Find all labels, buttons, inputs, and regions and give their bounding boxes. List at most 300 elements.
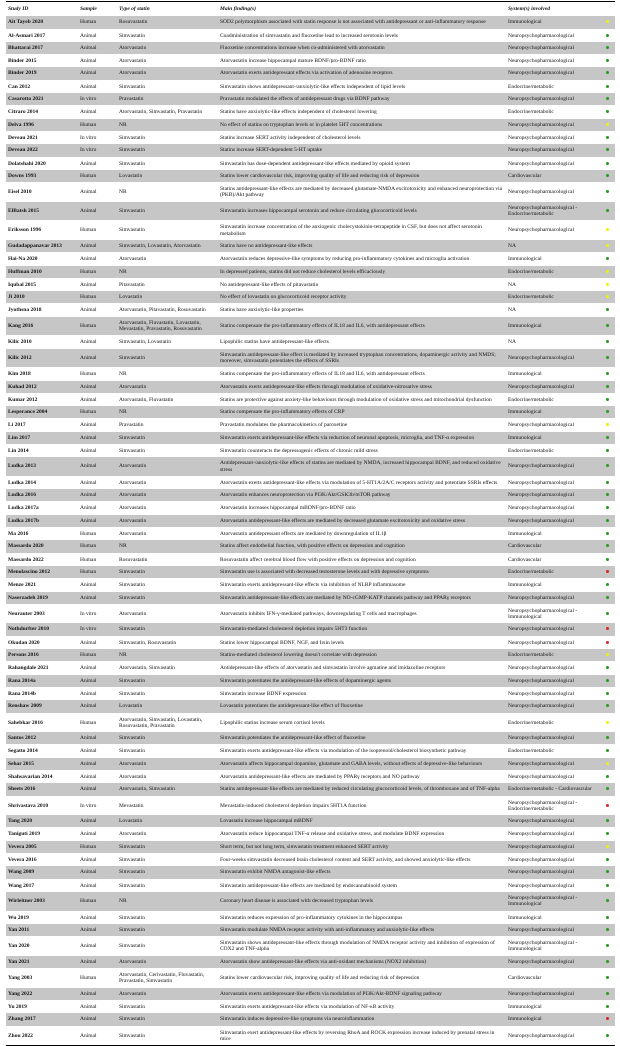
statin-type-cell: Simvastatin [117,1000,218,1013]
statin-type-cell: Atorvastatin, Simvastatin [117,662,218,675]
table-row [6,687,615,700]
system-involved-cell: Endocrine/metabolic [506,393,599,406]
system-involved-cell: Neuropsychopharmacological [506,29,599,42]
table-row [6,144,615,157]
study-id-cell: Downs 1993 [6,170,78,183]
study-id-cell: Ludka 2017a [6,502,78,515]
status-dot-icon-green [606,148,609,151]
system-involved-cell: Neuropsychopharmacological [506,55,599,68]
sample-cell: Human [78,566,117,579]
main-finding-cell: Simvastatin potentiates the antidepressant-like effect of fluoxetine [218,732,506,745]
system-involved-cell: NA [506,336,599,349]
table-row [6,336,615,349]
status-cell [599,956,615,969]
table-row [6,393,615,406]
sample-cell: Animal [78,393,117,406]
status-dot-icon-yellow [606,653,609,656]
main-finding-cell: Statins compensate the pro-inflammatory effects of CRP [218,406,506,419]
study-id-cell: Nothdurfter 2010 [6,623,78,636]
main-finding-cell: SOD2 polymorphism associated with statin response is not associated with antidepressant or anti-inflammatory response [218,16,506,29]
status-cell [599,553,615,566]
table-row [6,745,615,758]
main-finding-cell: Simvastatin has dose-dependent antidepressant-like effects mediated by opioid system [218,157,506,170]
study-id-cell: Kang 2016 [6,317,78,336]
sample-cell: Animal [78,278,117,291]
status-dot-icon-yellow [606,228,609,231]
status-dot-icon-green [606,736,609,739]
status-cell [599,854,615,867]
status-cell [599,93,615,106]
study-id-cell: Ji 2010 [6,291,78,304]
sample-cell: Animal [78,745,117,758]
status-dot-icon-green [606,596,609,599]
statin-type-cell: Atorvastatin [117,67,218,80]
status-dot-icon-green [606,960,609,963]
status-dot-icon-yellow [606,20,609,23]
study-id-cell: Wirleitner 2003 [6,892,78,911]
main-finding-cell: Lipophilic statins have antidepressant-like effects [218,336,506,349]
status-dot-icon-green [606,85,609,88]
system-involved-cell: Neuropsychopharmacological [506,662,599,675]
statin-type-cell: Pravastatin [117,419,218,432]
status-cell [599,221,615,240]
system-involved-cell: Neuropsychopharmacological [506,457,599,476]
status-dot-icon-green [606,162,609,165]
table-row [6,80,615,93]
statin-type-cell: NR [117,368,218,381]
sample-cell: Animal [78,879,117,892]
table-row [6,649,615,662]
table-row [6,381,615,394]
sample-cell: Animal [78,675,117,688]
table-row [6,553,615,566]
main-finding-cell: Statins increase SERT-dependent 5-HT uptake [218,144,506,157]
header-status [599,2,615,17]
table-row [6,592,615,605]
sample-cell: Animal [78,253,117,266]
study-id-cell: Vevera 2005 [6,841,78,854]
status-cell [599,937,615,956]
study-id-cell: Can 2012 [6,80,78,93]
main-finding-cell: Simvastatin increase BDNF expression [218,687,506,700]
sample-cell: Animal [78,815,117,828]
statin-type-cell: Atorvastatin [117,253,218,266]
status-dot-icon-green [606,372,609,375]
status-cell [599,368,615,381]
table-row [6,828,615,841]
table-row [6,566,615,579]
sample-cell: Animal [78,489,117,502]
system-involved-cell: Neuropsychopharmacological [506,687,599,700]
study-id-cell: Zhang 2017 [6,1013,78,1026]
status-dot-icon-green [606,787,609,790]
system-involved-cell: Immunological [506,368,599,381]
status-cell [599,796,615,815]
status-dot-icon-green [606,257,609,260]
main-finding-cell: Antidepressant-like effects of atorvastatin and simvastatin involve agmatine and imidazoline receptors [218,662,506,675]
main-finding-cell: Coronary heart disease is associated with decreased tryptophan levels [218,892,506,911]
statin-type-cell: Atorvastatin [117,381,218,394]
main-finding-cell: No effect of lovastatin on glucocorticoid receptor activity [218,291,506,304]
system-involved-cell: Neuropsychopharmacological [506,758,599,771]
status-dot-icon-green [606,1005,609,1008]
table-row [6,304,615,317]
status-cell [599,157,615,170]
header-main-findings: Main finding(s) [220,6,256,12]
status-cell [599,55,615,68]
statin-type-cell: Atorvastatin, Cerivastatin, Fluvastatin, Pravastatin, Simvastatin [117,969,218,988]
main-finding-cell: Simvastatin exert antidepressant-like effects by reversing RhoA and ROCK expression increase induced by prenatal stress in mice [218,1026,506,1046]
status-dot-icon-green [606,544,609,547]
main-finding-cell: Statins increase SERT activity independent of cholesterol levels [218,131,506,144]
status-cell [599,592,615,605]
statin-type-cell: Pravastatin [117,93,218,106]
status-dot-icon-yellow [606,283,609,286]
statin-type-cell: Atorvastatin [117,956,218,969]
status-cell [599,144,615,157]
status-cell [599,515,615,528]
status-cell [599,540,615,553]
status-cell [599,349,615,368]
status-dot-icon-green [606,324,609,327]
system-involved-cell: Neuropsychopharmacological [506,502,599,515]
study-id-cell: Gudadappanavar 2013 [6,240,78,253]
main-finding-cell: Simvastatin antidepressant-like effects are mediated by NO-cGMP-KATP channels pathway and PPARγ receptors [218,592,506,605]
table-row [6,528,615,541]
main-finding-cell: Simvastatin use is associated with decreased testosterone levels and with depressive symptoms [218,566,506,579]
statin-type-cell: Simvastatin, Rosuvastatin [117,636,218,649]
sample-cell: Animal [78,476,117,489]
status-cell [599,119,615,132]
system-involved-cell: Endocrine/metabolic [506,745,599,758]
statin-type-cell: Atorvastatin, Fluvastatin [117,393,218,406]
system-involved-cell: Neuropsychopharmacological [506,183,599,202]
status-dot-icon-green [606,692,609,695]
status-dot-icon-green [606,110,609,113]
table-row [6,16,615,29]
system-involved-cell: Endocrine/metabolic [506,80,599,93]
main-finding-cell: Statins are protective against anxiety-like behaviours through modulation of oxidative stress and mitochondrial dysfunction [218,393,506,406]
sample-cell: Animal [78,783,117,796]
table-row [6,406,615,419]
status-cell [599,240,615,253]
main-finding-cell: Atorvastatin show antidepressant-like effects via anti-oxidant mechanisms (NOX2 inhibition) [218,956,506,969]
study-id-cell: Neurauter 2003 [6,604,78,623]
statin-studies-table [6,1,615,1046]
statin-type-cell: Simvastatin [117,854,218,867]
sample-cell: In vitro [78,796,117,815]
main-finding-cell: Short term, but not long term, simvastatin treatment enhanced SERT activity [218,841,506,854]
sample-cell: In vitro [78,144,117,157]
table-row [6,278,615,291]
status-dot-icon-green [606,704,609,707]
main-finding-cell: Simvastatin modulate NMDA receptor activity with anti-inflammatory and anxiolytic-like effects [218,924,506,937]
system-involved-cell: Neuropsychopharmacological - Immunological [506,937,599,956]
status-cell [599,419,615,432]
sample-cell: Animal [78,1013,117,1026]
status-dot-icon-green [606,666,609,669]
main-finding-cell: Simvastatin potentiates the antidepressant-like effects of dopaminergic agents [218,675,506,688]
main-finding-cell: Simvastatin exerts antidepressant-like effects via modulation of the isoprenoid/cholesterol biosynthetic pathway [218,745,506,758]
header-sample: Sample [80,6,97,12]
statin-type-cell: Lovastatin [117,170,218,183]
statin-type-cell: Simvastatin [117,221,218,240]
statin-type-cell: Simvastatin [117,566,218,579]
study-id-cell: Ludka 2017b [6,515,78,528]
sample-cell: Animal [78,924,117,937]
status-dot-icon-green [606,899,609,902]
statin-type-cell: Simvastatin [117,866,218,879]
sample-cell: Animal [78,183,117,202]
system-involved-cell: Endocrine/metabolic [506,291,599,304]
table-row [6,131,615,144]
system-involved-cell: Neuropsychopharmacological [506,771,599,784]
system-involved-cell: Neuropsychopharmacological [506,700,599,713]
table-row [6,988,615,1001]
table-row [6,758,615,771]
table-row [6,623,615,636]
study-id-cell: Santos 2012 [6,732,78,745]
statin-type-cell: NR [117,266,218,279]
study-id-cell: Wang 2017 [6,879,78,892]
statin-type-cell: NR [117,540,218,553]
table-row [6,67,615,80]
statin-type-cell: Atorvastatin [117,528,218,541]
table-row [6,841,615,854]
status-cell [599,381,615,394]
statin-type-cell: Atorvastatin [117,489,218,502]
statin-type-cell: Lovastatin [117,700,218,713]
study-id-cell: Wu 2019 [6,911,78,924]
sample-cell: Human [78,16,117,29]
status-cell [599,291,615,304]
status-cell [599,202,615,221]
study-id-cell: Vevera 2016 [6,854,78,867]
statin-type-cell: Simvastatin [117,732,218,745]
sample-cell: Human [78,540,117,553]
sample-cell: Animal [78,502,117,515]
status-dot-icon-red [606,627,609,630]
table-row [6,349,615,368]
status-dot-icon-green [606,870,609,873]
status-cell [599,815,615,828]
statin-type-cell: Atorvastatin, Simvastatin, Pravastatin [117,106,218,119]
main-finding-cell: Statins lower cardiovascular risk, improving quality of life and reducing risk of depression [218,170,506,183]
table-row [6,444,615,457]
sample-cell: Human [78,266,117,279]
sample-cell: In vitro [78,623,117,636]
sample-cell: Human [78,317,117,336]
system-involved-cell: Neuropsychopharmacological [506,131,599,144]
sample-cell: Animal [78,106,117,119]
status-cell [599,476,615,489]
status-dot-icon-red [606,570,609,573]
status-cell [599,336,615,349]
status-dot-icon-red [606,641,609,644]
study-id-cell: Iqubal 2015 [6,278,78,291]
statin-type-cell: Simvastatin [117,579,218,592]
sample-cell: In vitro [78,131,117,144]
main-finding-cell: Antidepressant-/anxiolytic-like effects of statins are mediated by NMDA, increased hippocampal BDNF, and reduced oxidative stress [218,457,506,476]
system-involved-cell: Neuropsychopharmacological [506,1026,599,1046]
main-finding-cell: No antidepressant-like effects of pitavastatin [218,278,506,291]
main-finding-cell: Statins have anxiolytic-like effects independent of cholesterol lowering [218,106,506,119]
statin-type-cell: Atorvastatin, Simvastatin [117,783,218,796]
status-cell [599,1013,615,1026]
status-dot-icon-green [606,944,609,947]
study-id-cell: Kumar 2012 [6,393,78,406]
study-id-cell: Kuhad 2012 [6,381,78,394]
statin-type-cell: Simvastatin, Lovastatin, Atorvastatin [117,240,218,253]
system-involved-cell: Immunological [506,1000,599,1013]
sample-cell: Human [78,221,117,240]
sample-cell: Animal [78,419,117,432]
status-dot-icon-green [606,46,609,49]
system-involved-cell: Neuropsychopharmacological [506,815,599,828]
statin-type-cell: Simvastatin [117,623,218,636]
statin-type-cell: Simvastatin [117,29,218,42]
study-id-cell: Kim 2018 [6,368,78,381]
system-involved-cell: Immunological [506,432,599,445]
system-involved-cell: Neuropsychopharmacological [506,956,599,969]
main-finding-cell: Lipophilic statins increase serum cortisol levels [218,713,506,732]
main-finding-cell: Atorvastatin antidepressant-like effects are mediated by PPARγ receptors and NO pathway [218,771,506,784]
status-cell [599,406,615,419]
status-dot-icon-green [606,464,609,467]
system-involved-cell: Neuropsychopharmacological - Endocrine/metabolic [506,796,599,815]
table-row [6,713,615,732]
statin-type-cell: Lovastatin [117,291,218,304]
statin-type-cell: Simvastatin [117,144,218,157]
status-dot-icon-green [606,356,609,359]
system-involved-cell: Neuropsychopharmacological [506,144,599,157]
study-id-cell: Dolatshahi 2020 [6,157,78,170]
status-cell [599,828,615,841]
status-cell [599,969,615,988]
system-involved-cell: Neuropsychopharmacological - Endocrine/metabolic [506,202,599,221]
main-finding-cell: Atorvastatin reduce hippocampal TNF-α release and oxidative stress, and modulate BDNF expression [218,828,506,841]
status-cell [599,444,615,457]
status-cell [599,892,615,911]
sample-cell: Human [78,841,117,854]
sample-cell: Animal [78,687,117,700]
study-id-cell: Rana 2014b [6,687,78,700]
system-involved-cell: Neuropsychopharmacological [506,924,599,937]
sample-cell: Animal [78,304,117,317]
main-finding-cell: Statins compensate the pro-inflammatory effects of IL18 and IL6, with antidepressant effects [218,368,506,381]
status-cell [599,988,615,1001]
status-dot-icon-green [606,992,609,995]
system-involved-cell: Endocrine/metabolic [506,713,599,732]
system-involved-cell: Neuropsychopharmacological [506,623,599,636]
status-cell [599,528,615,541]
main-finding-cell: Atorvastatin increases hippocampal mBDNF/pro-BDNF ratio [218,502,506,515]
study-id-cell: Casarotto 2021 [6,93,78,106]
sample-cell: Animal [78,202,117,221]
statin-type-cell: NR [117,119,218,132]
system-involved-cell: Neuropsychopharmacological [506,854,599,867]
status-cell [599,67,615,80]
sample-cell: Animal [78,55,117,68]
system-involved-cell: Neuropsychopharmacological [506,93,599,106]
status-cell [599,713,615,732]
status-cell [599,42,615,55]
status-dot-icon-green [606,209,609,212]
status-cell [599,783,615,796]
table-body [6,16,615,1045]
sample-cell: Human [78,291,117,304]
system-involved-cell: Neuropsychopharmacological [506,119,599,132]
status-cell [599,636,615,649]
study-id-cell: Al-Asmari 2017 [6,29,78,42]
status-dot-icon-green [606,308,609,311]
system-involved-cell: Immunological [506,16,599,29]
status-dot-icon-yellow [606,721,609,724]
statin-type-cell: Atorvastatin [117,42,218,55]
table-row [6,854,615,867]
status-cell [599,758,615,771]
table-row [6,419,615,432]
system-involved-cell: Endocrine/metabolic [506,444,599,457]
system-involved-cell: Neuropsychopharmacological [506,732,599,745]
sample-cell: Animal [78,988,117,1001]
sample-cell: Animal [78,662,117,675]
statin-type-cell: Atorvastatin [117,476,218,489]
main-finding-cell: In depressed patients, statins did not reduce cholesterol levels efficaciously [218,266,506,279]
status-dot-icon-green [606,190,609,193]
table-row [6,432,615,445]
study-id-cell: Tang 2020 [6,815,78,828]
status-cell [599,489,615,502]
main-finding-cell: Statins antidepressant-like effects are mediated by reduced circulating glucocorticoid levels, of thromboxane and of TNF-alpha [218,783,506,796]
table-row [6,42,615,55]
sample-cell: Animal [78,444,117,457]
study-id-cell: Yan 2020 [6,937,78,956]
table-row [6,221,615,240]
status-cell [599,1000,615,1013]
study-id-cell: Ait Tayeb 2020 [6,16,78,29]
status-dot-icon-yellow [606,244,609,247]
status-cell [599,253,615,266]
study-id-cell: Ludka 2016 [6,489,78,502]
main-finding-cell: Atorvastatin exerts antidepressant-like effects through modulation of oxidative-nitrosative stress [218,381,506,394]
study-id-cell: Li 2017 [6,419,78,432]
system-involved-cell: Endocrine/metabolic [506,266,599,279]
table-row [6,317,615,336]
statin-type-cell: Simvastatin, Lovastatin [117,336,218,349]
statin-type-cell: Mevastatin [117,796,218,815]
sample-cell: Animal [78,157,117,170]
main-finding-cell: Fluoxetine concentrations increase when co-administered with atorvastatin [218,42,506,55]
status-dot-icon-green [606,506,609,509]
sample-cell: Animal [78,911,117,924]
sample-cell: Animal [78,758,117,771]
status-dot-icon-green [606,340,609,343]
main-finding-cell: Simvastatin exerts antidepressant-like effects via modulation of NF-κB activity [218,1000,506,1013]
status-dot-icon-green [606,679,609,682]
main-finding-cell: Simvastatin increase concentration of the anxiogenic cholecystokinin-tetrapeptide in CSF, but does not affect serotonin metabolism [218,221,506,240]
table-row [6,253,615,266]
header-statin-type: Type of statin [119,6,150,12]
study-id-cell: Kilic 2010 [6,336,78,349]
study-id-cell: Ludka 2014 [6,476,78,489]
statin-type-cell: Atorvastatin [117,988,218,1001]
table-row [6,183,615,202]
statin-type-cell: Simvastatin [117,841,218,854]
study-id-cell: Huffman 2010 [6,266,78,279]
study-id-cell: Yan 2021 [6,956,78,969]
study-id-cell: Rahangdale 2021 [6,662,78,675]
